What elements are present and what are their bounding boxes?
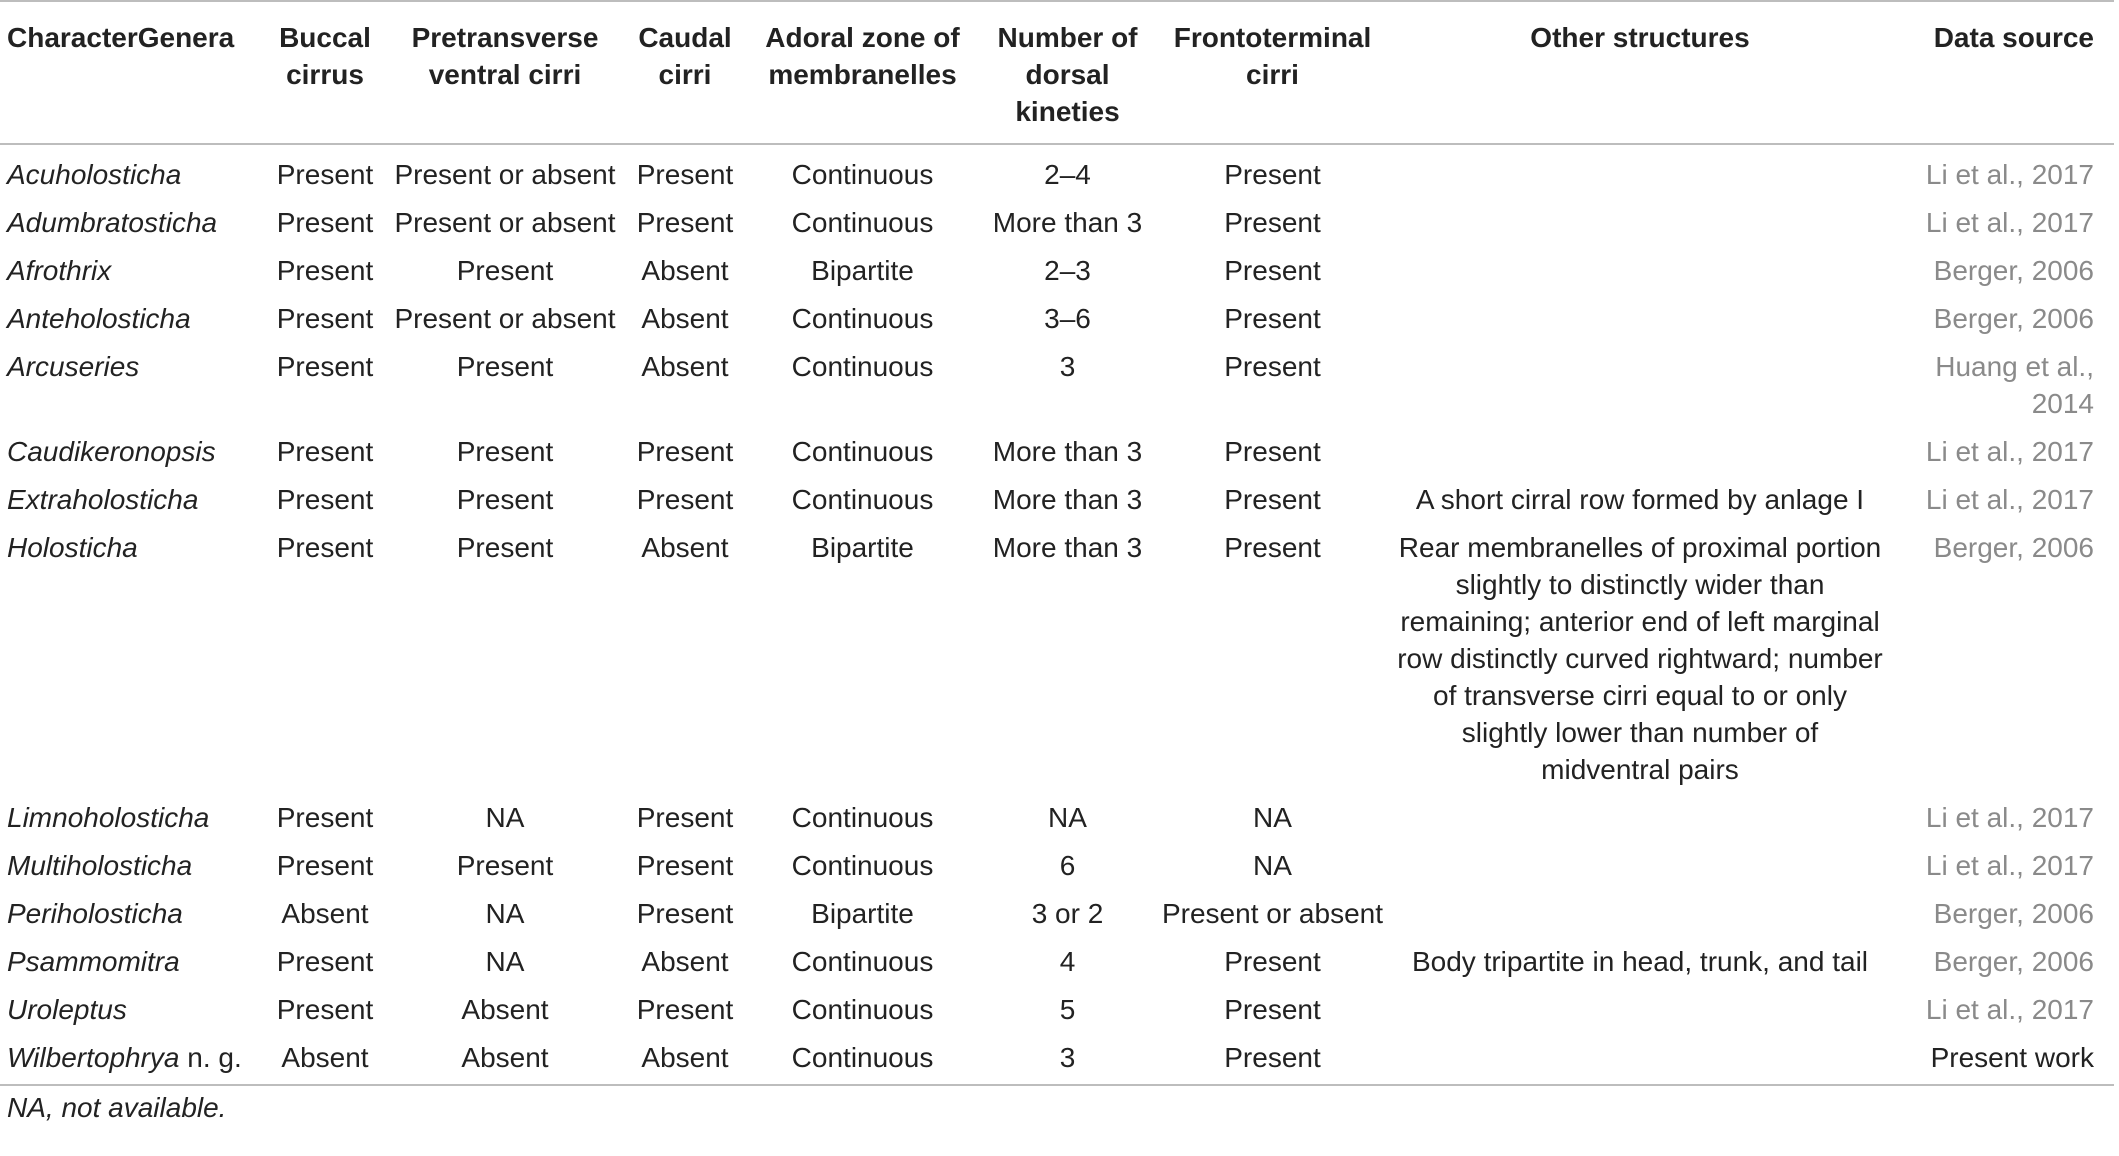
frontoterminal-cell: Present — [1224, 946, 1321, 977]
other-structures-cell: Rear membranelles of proximal portion slightly to distinctly wider than remaining; anterior end of left marginal row distinctly curved rightward; number of transverse cirri equal to or only slightly lower than number of midventral pairs — [1397, 532, 1883, 785]
data-source-cell: Berger, 2006 — [1933, 898, 2094, 929]
dorsal-kineties-cell: More than 3 — [992, 207, 1143, 238]
buccal-cirrus-cell: Present — [276, 303, 374, 334]
caudal-cirri-cell: Absent — [641, 532, 729, 563]
frontoterminal-cell: NA — [1253, 850, 1292, 881]
genus-cell — [0, 476, 265, 524]
genus-name: Adumbratosticha — [7, 207, 218, 238]
pretransverse-cell: Present — [456, 532, 554, 563]
table-row — [0, 247, 2114, 295]
table-row — [0, 343, 2114, 428]
buccal-cirrus-cell: Present — [276, 484, 374, 515]
caudal-cirri-cell: Present — [636, 159, 734, 190]
genus-name: Arcuseries — [7, 351, 140, 382]
header-buccal-cirrus: Buccal cirrus — [279, 22, 371, 90]
table-row — [0, 144, 2114, 199]
data-source-cell: Li et al., 2017 — [1925, 207, 2094, 238]
dorsal-kineties-cell: 3 — [1059, 1042, 1076, 1073]
pretransverse-cell: Present — [456, 484, 554, 515]
genus-name: Anteholosticha — [7, 303, 191, 334]
genus-cell — [0, 1034, 265, 1085]
buccal-cirrus-cell: Absent — [281, 898, 369, 929]
genus-cell — [0, 986, 265, 1034]
pretransverse-cell: Absent — [461, 994, 549, 1025]
caudal-cirri-cell: Present — [636, 207, 734, 238]
dorsal-kineties-cell: 3 or 2 — [1031, 898, 1104, 929]
pretransverse-cell: Absent — [461, 1042, 549, 1073]
dorsal-kineties-cell: More than 3 — [992, 532, 1143, 563]
table-row — [0, 199, 2114, 247]
frontoterminal-cell: Present — [1224, 436, 1321, 467]
dorsal-kineties-cell: 3 — [1059, 351, 1076, 382]
genus-name: Holosticha — [7, 532, 138, 563]
frontoterminal-cell: Present — [1224, 303, 1321, 334]
table-row — [0, 524, 2114, 794]
data-source-cell: Present work — [1930, 1042, 2094, 1073]
table-row — [0, 986, 2114, 1034]
genus-name: Wilbertophrya — [7, 1042, 180, 1073]
data-source-cell: Li et al., 2017 — [1925, 436, 2094, 467]
dorsal-kineties-cell: 2–3 — [1044, 255, 1091, 286]
other-structures-cell — [1390, 295, 1890, 343]
table-row — [0, 842, 2114, 890]
genus-name: Uroleptus — [7, 994, 127, 1025]
header-caudal-cirri: Caudal cirri — [638, 22, 732, 90]
data-source-cell: Li et al., 2017 — [1925, 994, 2094, 1025]
header-row — [0, 1, 2114, 144]
adoral-zone-cell: Bipartite — [811, 255, 914, 286]
data-source-cell: Berger, 2006 — [1933, 532, 2094, 563]
frontoterminal-cell: Present — [1224, 1042, 1321, 1073]
buccal-cirrus-cell: Present — [276, 159, 374, 190]
caudal-cirri-cell: Present — [636, 850, 734, 881]
table-footnote: NA, not available. — [7, 1092, 227, 1123]
other-structures-cell — [1390, 343, 1890, 428]
header-character-genera: CharacterGenera — [7, 22, 235, 53]
frontoterminal-cell: Present — [1224, 532, 1321, 563]
pretransverse-cell: Present — [456, 850, 554, 881]
buccal-cirrus-cell: Present — [276, 802, 374, 833]
data-source-cell: Li et al., 2017 — [1925, 850, 2094, 881]
genus-cell — [0, 842, 265, 890]
frontoterminal-cell: Present — [1224, 159, 1321, 190]
adoral-zone-cell: Continuous — [791, 351, 934, 382]
buccal-cirrus-cell: Present — [276, 946, 374, 977]
header-pretransverse-ventral-cirri: Pretransverse ventral cirri — [411, 22, 599, 90]
data-source-cell: Berger, 2006 — [1933, 303, 2094, 334]
genus-name: Extraholosticha — [7, 484, 199, 515]
adoral-zone-cell: Continuous — [791, 159, 934, 190]
frontoterminal-cell: Present — [1224, 351, 1321, 382]
genus-name: Multiholosticha — [7, 850, 193, 881]
genus-cell — [0, 199, 265, 247]
dorsal-kineties-cell: More than 3 — [992, 436, 1143, 467]
genus-suffix: n. g. — [179, 1042, 242, 1073]
data-source-cell: Li et al., 2017 — [1925, 484, 2094, 515]
dorsal-kineties-cell: 4 — [1059, 946, 1076, 977]
genus-name: Caudikeronopsis — [7, 436, 216, 467]
table-row — [0, 938, 2114, 986]
genus-cell — [0, 343, 265, 428]
genus-cell — [0, 938, 265, 986]
genus-cell — [0, 295, 265, 343]
header-adoral-zone: Adoral zone of membranelles — [765, 22, 960, 90]
caudal-cirri-cell: Absent — [641, 303, 729, 334]
header-frontoterminal-cirri: Frontoterminal cirri — [1173, 22, 1372, 90]
header-other-structures: Other structures — [1530, 22, 1750, 53]
other-structures-cell — [1390, 428, 1890, 476]
pretransverse-cell: NA — [485, 898, 525, 929]
dorsal-kineties-cell: 3–6 — [1044, 303, 1091, 334]
frontoterminal-cell: Present — [1224, 207, 1321, 238]
other-structures-cell — [1390, 199, 1890, 247]
caudal-cirri-cell: Present — [636, 436, 734, 467]
pretransverse-cell: Present — [456, 436, 554, 467]
data-source-cell: Berger, 2006 — [1933, 255, 2094, 286]
header-dorsal-kineties: Number of dorsal kineties — [997, 22, 1138, 127]
genus-name: Limnoholosticha — [7, 802, 210, 833]
caudal-cirri-cell: Present — [636, 484, 734, 515]
dorsal-kineties-cell: 2–4 — [1044, 159, 1091, 190]
adoral-zone-cell: Continuous — [791, 207, 934, 238]
data-source-cell: Berger, 2006 — [1933, 946, 2094, 977]
buccal-cirrus-cell: Absent — [281, 1042, 369, 1073]
buccal-cirrus-cell: Present — [276, 532, 374, 563]
pretransverse-cell: Present — [456, 255, 554, 286]
adoral-zone-cell: Continuous — [791, 946, 934, 977]
caudal-cirri-cell: Absent — [641, 351, 729, 382]
frontoterminal-cell: Present or absent — [1161, 898, 1384, 929]
genus-cell — [0, 524, 265, 794]
genus-cell — [0, 144, 265, 199]
buccal-cirrus-cell: Present — [276, 351, 374, 382]
dorsal-kineties-cell: 5 — [1059, 994, 1076, 1025]
caudal-cirri-cell: Absent — [641, 255, 729, 286]
frontoterminal-cell: Present — [1224, 484, 1321, 515]
adoral-zone-cell: Bipartite — [811, 898, 914, 929]
table-row — [0, 295, 2114, 343]
other-structures-cell — [1390, 794, 1890, 842]
adoral-zone-cell: Continuous — [791, 303, 934, 334]
genus-cell — [0, 890, 265, 938]
adoral-zone-cell: Continuous — [791, 1042, 934, 1073]
other-structures-cell — [1390, 247, 1890, 295]
table-row — [0, 890, 2114, 938]
buccal-cirrus-cell: Present — [276, 436, 374, 467]
pretransverse-cell: NA — [485, 802, 525, 833]
genus-cell — [0, 794, 265, 842]
table-row — [0, 794, 2114, 842]
genus-name: Acuholosticha — [7, 159, 182, 190]
genus-name: Psammomitra — [7, 946, 180, 977]
buccal-cirrus-cell: Present — [276, 994, 374, 1025]
buccal-cirrus-cell: Present — [276, 850, 374, 881]
caudal-cirri-cell: Present — [636, 994, 734, 1025]
adoral-zone-cell: Continuous — [791, 850, 934, 881]
caudal-cirri-cell: Present — [636, 898, 734, 929]
pretransverse-cell: NA — [485, 946, 525, 977]
dorsal-kineties-cell: More than 3 — [992, 484, 1143, 515]
pretransverse-cell: Present — [456, 351, 554, 382]
data-source-cell: Li et al., 2017 — [1925, 802, 2094, 833]
genus-cell — [0, 428, 265, 476]
table-body — [0, 144, 2114, 1085]
dorsal-kineties-cell: 6 — [1059, 850, 1076, 881]
data-source-cell: Huang et al., 2014 — [1935, 351, 2094, 419]
adoral-zone-cell: Continuous — [791, 436, 934, 467]
adoral-zone-cell: Continuous — [791, 994, 934, 1025]
dorsal-kineties-cell: NA — [1048, 802, 1087, 833]
other-structures-cell — [1390, 986, 1890, 1034]
frontoterminal-cell: Present — [1224, 255, 1321, 286]
genus-name: Periholosticha — [7, 898, 183, 929]
other-structures-cell: Body tripartite in head, trunk, and tail — [1411, 946, 1869, 977]
table-row — [0, 428, 2114, 476]
caudal-cirri-cell: Absent — [641, 1042, 729, 1073]
other-structures-cell — [1390, 890, 1890, 938]
adoral-zone-cell: Continuous — [791, 802, 934, 833]
buccal-cirrus-cell: Present — [276, 255, 374, 286]
caudal-cirri-cell: Absent — [641, 946, 729, 977]
table-header — [0, 1, 2114, 144]
pretransverse-cell: Present or absent — [394, 159, 616, 190]
table-row — [0, 476, 2114, 524]
pretransverse-cell: Present or absent — [394, 207, 616, 238]
pretransverse-cell: Present or absent — [394, 303, 616, 334]
data-source-cell: Li et al., 2017 — [1925, 159, 2094, 190]
header-data-source: Data source — [1933, 22, 2094, 53]
other-structures-cell: A short cirral row formed by anlage I — [1415, 484, 1865, 515]
other-structures-cell — [1390, 842, 1890, 890]
other-structures-cell — [1390, 144, 1890, 199]
adoral-zone-cell: Bipartite — [811, 532, 914, 563]
frontoterminal-cell: Present — [1224, 994, 1321, 1025]
table-row — [0, 1034, 2114, 1085]
caudal-cirri-cell: Present — [636, 802, 734, 833]
other-structures-cell — [1390, 1034, 1890, 1085]
genus-name: Afrothrix — [7, 255, 112, 286]
genus-cell — [0, 247, 265, 295]
adoral-zone-cell: Continuous — [791, 484, 934, 515]
buccal-cirrus-cell: Present — [276, 207, 374, 238]
frontoterminal-cell: NA — [1253, 802, 1292, 833]
